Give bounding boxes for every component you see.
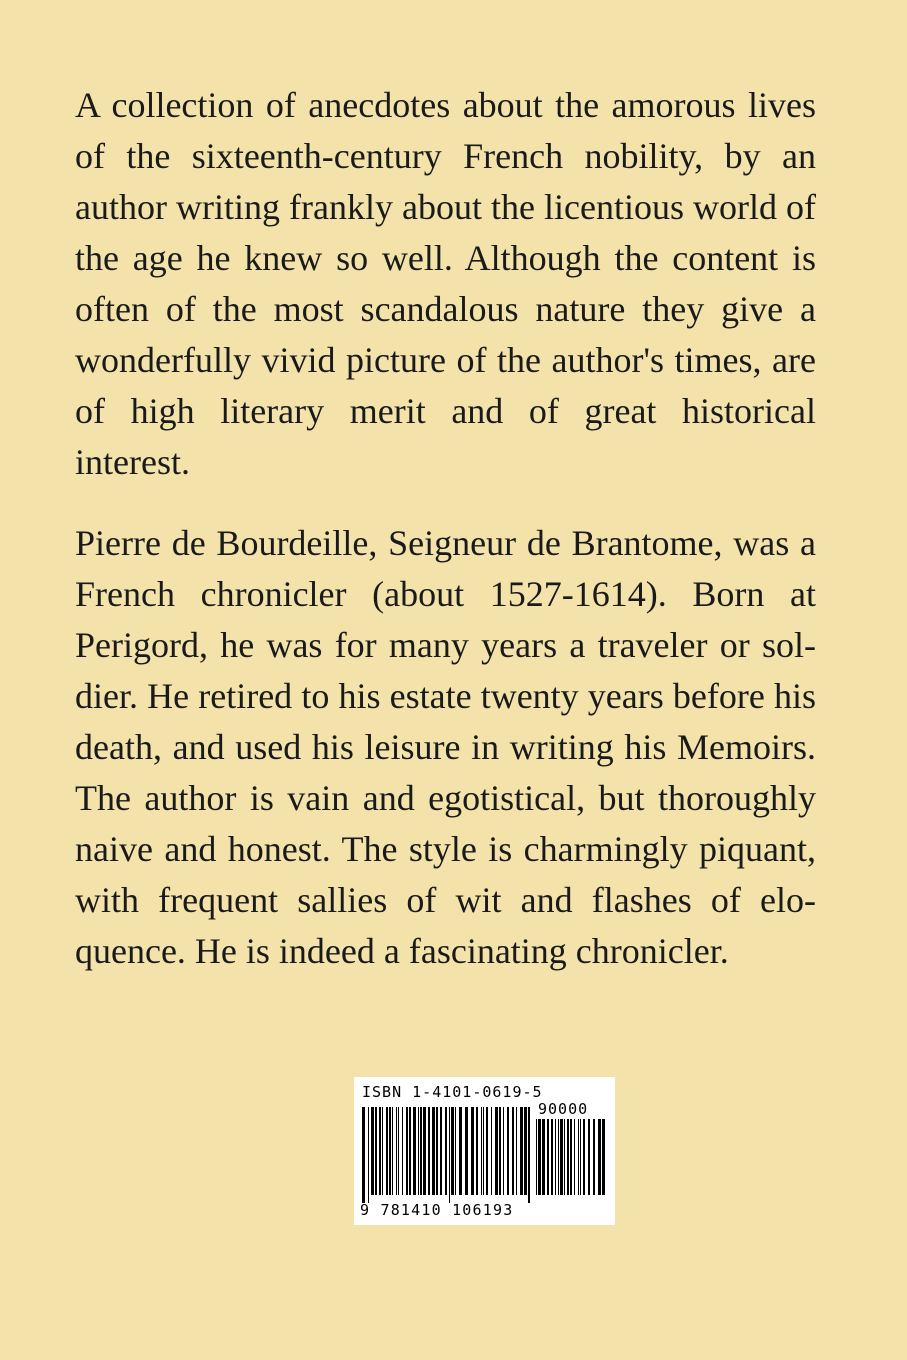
barcode-bar — [593, 1119, 595, 1195]
barcode-bar — [406, 1107, 408, 1195]
barcode-bar — [451, 1107, 454, 1195]
barcode-bar — [459, 1107, 462, 1195]
barcode-bar — [375, 1107, 377, 1195]
barcode-bar — [495, 1107, 498, 1195]
ean-digits: 9 781410 106193 — [360, 1201, 514, 1219]
barcode-bar — [567, 1119, 569, 1195]
barcode-bar — [536, 1119, 537, 1195]
barcode-bar — [528, 1107, 530, 1203]
barcode-bar — [481, 1107, 482, 1195]
price-code: 90000 — [538, 1100, 589, 1118]
barcode-bar — [503, 1107, 504, 1195]
barcode-bar — [392, 1107, 393, 1195]
barcode-bar — [547, 1119, 549, 1195]
barcode-bar — [371, 1107, 374, 1195]
barcode-bar — [418, 1107, 419, 1195]
barcode-bar — [382, 1107, 383, 1195]
barcode-bar — [524, 1107, 527, 1195]
barcode-bar — [465, 1107, 468, 1195]
barcode-bar — [389, 1107, 391, 1195]
barcode-bar — [538, 1119, 541, 1195]
barcode-bar — [512, 1107, 514, 1195]
barcode-bar — [362, 1107, 365, 1203]
addon-barcode-bars — [536, 1119, 606, 1203]
barcode-bar — [516, 1107, 517, 1195]
barcode-bar — [476, 1107, 478, 1195]
barcode-bar — [551, 1119, 553, 1195]
barcode-bar — [491, 1107, 492, 1195]
blurb-paragraph-2: Pierre de Bourdeille, Seigneur de Brantome, was a French chronicler (about 1527-1614). Born at Perigord, he was for many years a traveler or soldier. He retired to his estate twenty years before his death, and used his leisure in writing his Memoirs. The author is vain and egotistical, but thoroughly naive and honest. The style is charmingly piquant, with frequent sallies of wit and flashes of eloquence. He is indeed a fascinating chronicler. — [75, 523, 816, 971]
barcode-bar — [583, 1119, 585, 1195]
barcode-bar — [379, 1107, 381, 1195]
barcode-bar — [499, 1107, 501, 1195]
barcode-bar — [578, 1119, 579, 1195]
barcode-bar — [580, 1119, 581, 1195]
barcode-bar — [588, 1119, 590, 1195]
barcode-bar — [398, 1107, 399, 1195]
isbn-label: ISBN 1-4101-0619-5 — [362, 1083, 543, 1101]
barcode-bar — [423, 1107, 426, 1195]
isbn-barcode — [354, 1077, 615, 1225]
barcode-bar — [486, 1107, 488, 1195]
ean-barcode-bars — [362, 1107, 534, 1203]
barcode-bar — [413, 1107, 416, 1195]
blurb-text — [75, 80, 816, 1007]
barcode-bar — [449, 1107, 450, 1203]
barcode-bar — [409, 1107, 411, 1195]
barcode-bar — [402, 1107, 403, 1195]
barcode-bar — [558, 1119, 559, 1195]
barcode-bar — [602, 1119, 605, 1195]
barcode-bar — [564, 1119, 565, 1195]
barcode-bar — [483, 1107, 484, 1195]
barcode-bar — [432, 1107, 435, 1195]
barcode-bar — [574, 1119, 575, 1195]
barcode-bar — [428, 1107, 430, 1195]
barcode-bar — [542, 1119, 545, 1195]
barcode-bar — [386, 1107, 388, 1195]
barcode-bar — [598, 1119, 601, 1195]
barcode-bar — [560, 1119, 563, 1195]
barcode-bar — [368, 1107, 369, 1203]
barcode-bar — [555, 1119, 556, 1195]
barcode-bar — [445, 1107, 447, 1195]
blurb-paragraph-1: A collection of anecdotes about the amorous lives of the sixteenth-century French nobility, by an author writing frankly about the licentious world of the age he knew so well. Although the content is often of the most scandalous nature they give a wonderfully vivid picture of the author's times, are of high literary merit and of great historical interest. — [75, 85, 816, 482]
barcode-bar — [420, 1107, 422, 1195]
barcode-bar — [570, 1119, 572, 1195]
barcode-bar — [440, 1107, 442, 1195]
barcode-bar — [396, 1107, 397, 1195]
barcode-bar — [507, 1107, 509, 1195]
barcode-bar — [471, 1107, 474, 1195]
barcode-bar — [436, 1107, 438, 1195]
barcode-bar — [520, 1107, 523, 1195]
barcode-bar — [455, 1107, 456, 1195]
